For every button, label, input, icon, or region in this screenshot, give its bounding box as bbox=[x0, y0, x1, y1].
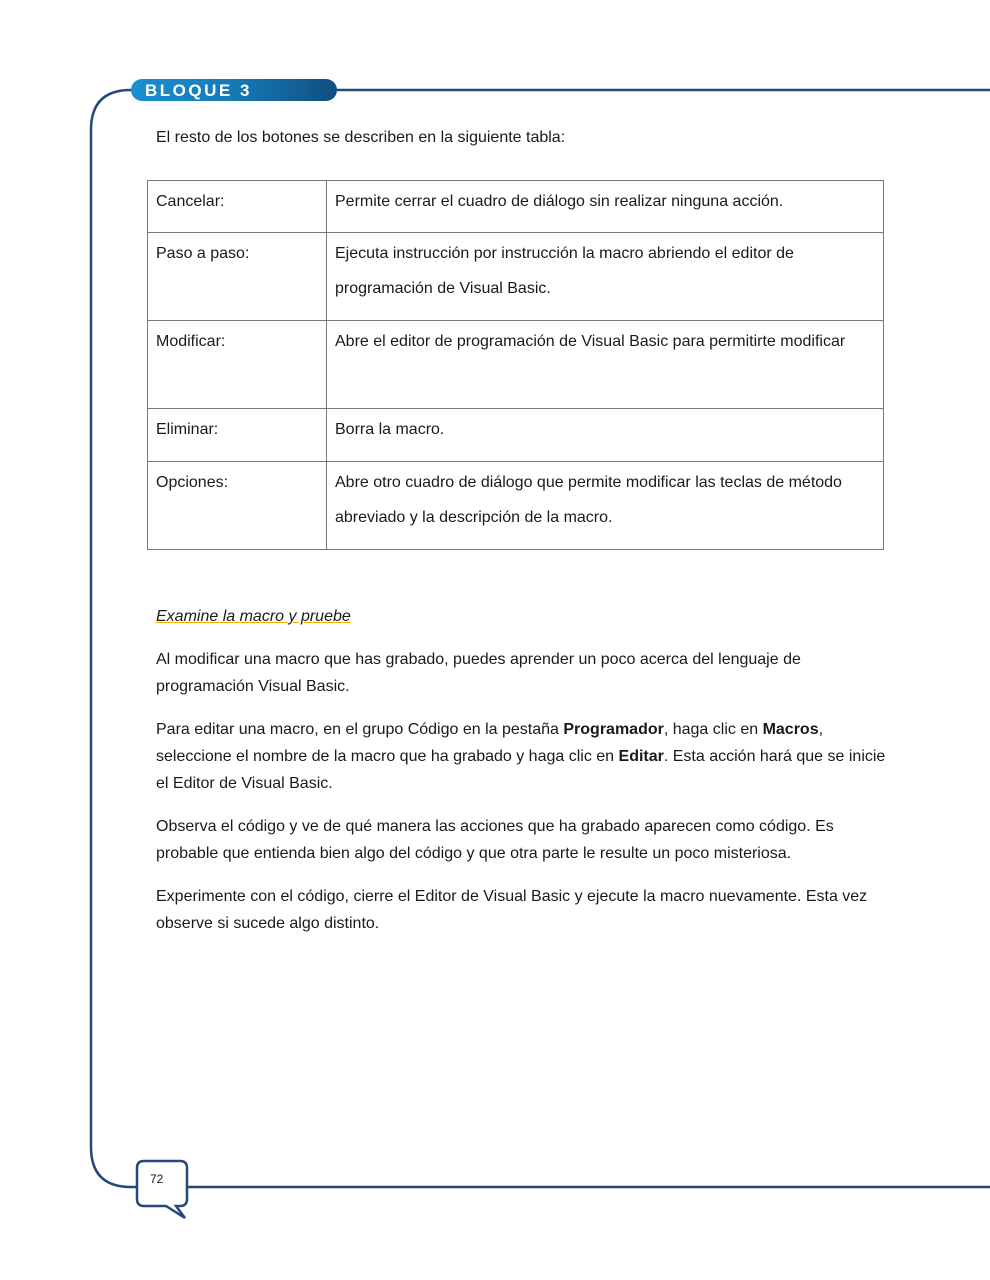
paragraph bbox=[156, 716, 886, 797]
table-row bbox=[148, 321, 884, 409]
table-key: Paso a paso: bbox=[148, 233, 327, 321]
section-heading: Examine la macro y pruebe bbox=[156, 608, 351, 625]
table-value: Abre otro cuadro de diálogo que permite modificar las teclas de método abreviado y la descripción de la macro. bbox=[327, 462, 884, 550]
table-value: Abre el editor de programación de Visual Basic para permitirte modificar bbox=[327, 321, 884, 409]
paragraph: Experimente con el código, cierre el Editor de Visual Basic y ejecute la macro nuevamente. Esta vez observe si sucede algo distinto. bbox=[156, 888, 868, 932]
table-row bbox=[148, 409, 884, 462]
table-value: Ejecuta instrucción por instrucción la macro abriendo el editor de programación de Visual Basic. bbox=[327, 233, 884, 321]
table-key: Modificar: bbox=[148, 321, 327, 409]
table-row bbox=[148, 233, 884, 321]
text: , seleccione el nombre de la macro que ha grabado y haga clic en bbox=[156, 721, 824, 765]
bold-text: Macros bbox=[762, 721, 819, 738]
bold-text: Editar bbox=[618, 748, 664, 765]
page-number: 72 bbox=[150, 1172, 164, 1186]
section-badge-label: BLOQUE 3 bbox=[145, 81, 252, 100]
table-key: Opciones: bbox=[148, 462, 327, 550]
section-badge bbox=[131, 79, 337, 101]
table-row bbox=[148, 181, 884, 233]
intro-text: El resto de los botones se describen en la siguiente tabla: bbox=[156, 129, 566, 146]
text: Para editar una macro, en el grupo Código en la pestaña bbox=[156, 721, 564, 738]
bold-text: Programador bbox=[563, 721, 664, 738]
text: . Esta acción hará que se inicie el Editor de Visual Basic. bbox=[156, 748, 886, 792]
table-key: Cancelar: bbox=[148, 181, 327, 233]
table-key: Eliminar: bbox=[148, 409, 327, 462]
table-row bbox=[148, 462, 884, 550]
paragraph: Observa el código y ve de qué manera las acciones que ha grabado aparecen como código. Es probable que entienda bien algo del código y que otra parte le resulte un poco misteriosa. bbox=[156, 818, 834, 862]
table-value: Permite cerrar el cuadro de diálogo sin realizar ninguna acción. bbox=[327, 181, 884, 233]
section-body bbox=[156, 603, 886, 953]
buttons-table bbox=[147, 180, 884, 550]
page-number-bubble bbox=[137, 1161, 187, 1218]
paragraph: Al modificar una macro que has grabado, puedes aprender un poco acerca del lenguaje de programación Visual Basic. bbox=[156, 651, 801, 695]
table-value: Borra la macro. bbox=[327, 409, 884, 462]
text: , haga clic en bbox=[663, 721, 763, 738]
